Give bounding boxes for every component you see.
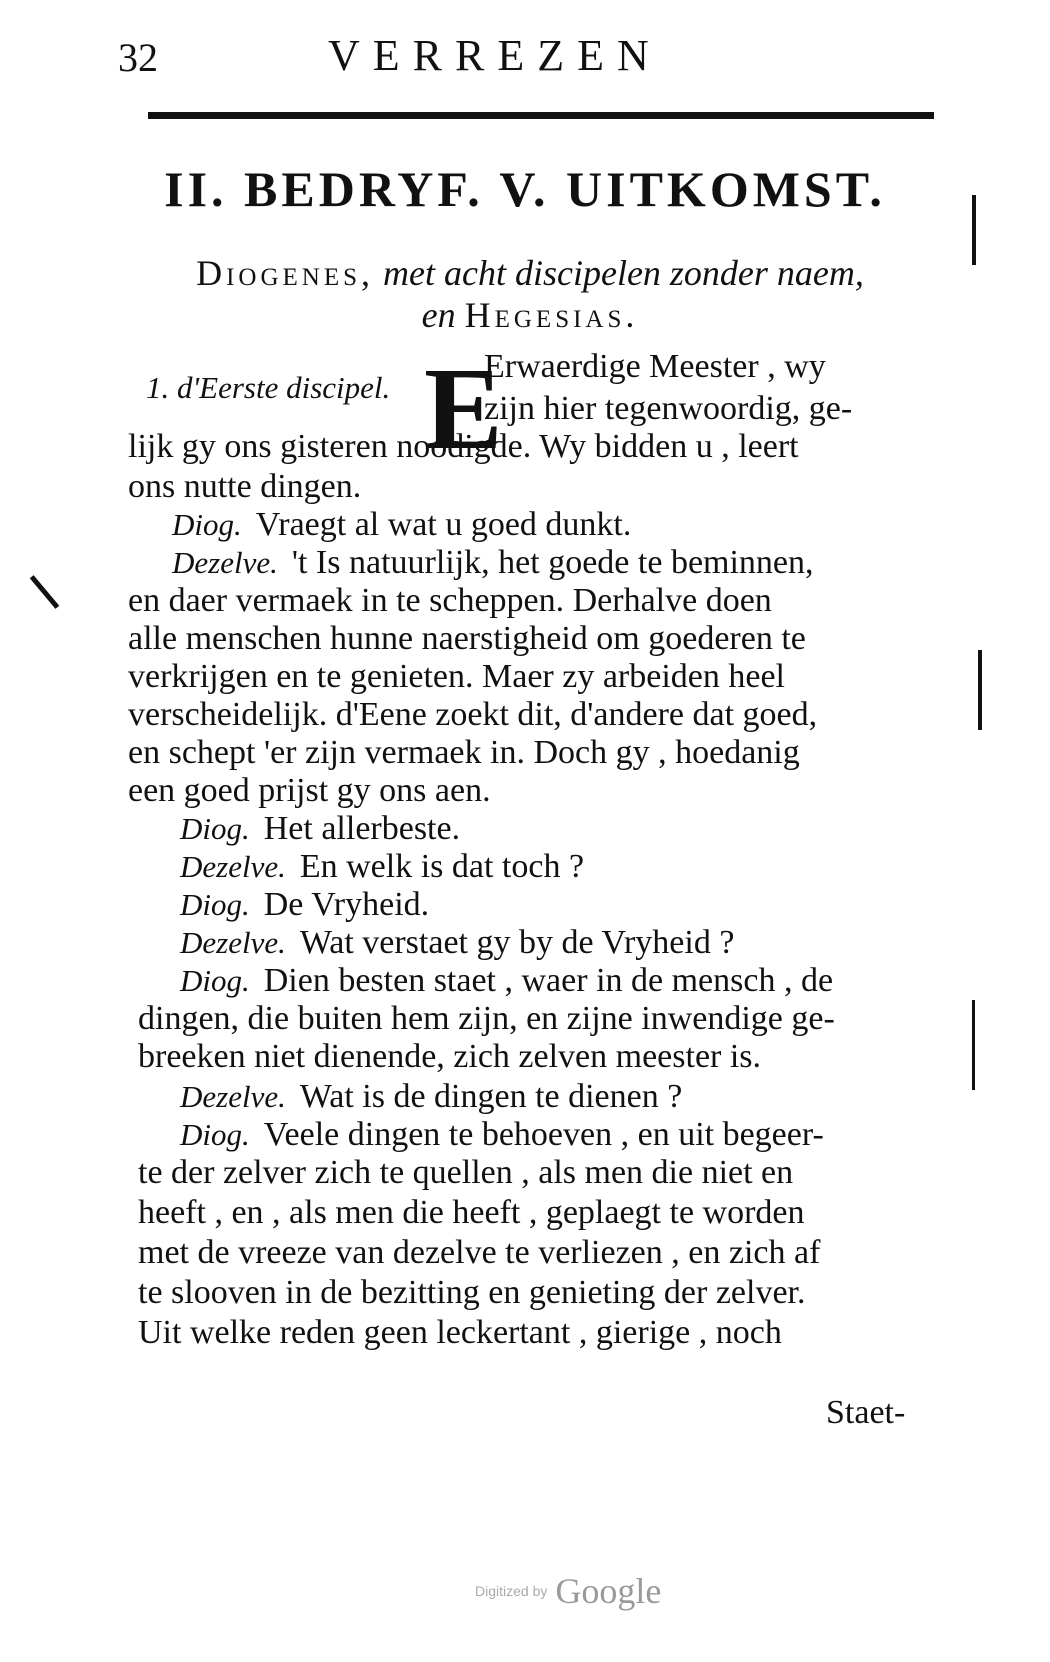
- cast-list-line-1: [140, 252, 920, 294]
- dialogue-text: Vraegt al wat u goed dunkt.: [255, 506, 632, 543]
- cast-hegesias: Hegesias.: [464, 295, 639, 335]
- text-line: ons nutte dingen.: [128, 468, 362, 505]
- dialogue-text: 't Is natuurlijk, het goede te beminnen,: [291, 544, 814, 581]
- speaker-label: Dezelve.: [180, 1079, 286, 1114]
- dialogue-text: En welk is dat toch ?: [299, 848, 585, 885]
- speaker-label: Diog.: [180, 887, 250, 922]
- text-line: alle menschen hunne naerstigheid om goederen te: [128, 620, 806, 657]
- running-title: VERREZEN: [328, 31, 662, 80]
- dialogue-text: De Vryheid.: [263, 886, 430, 923]
- cast-list-line-2: [140, 294, 920, 336]
- dialogue-line: [180, 1080, 682, 1114]
- text-line: zijn hier tegenwoordig, ge-: [484, 390, 853, 427]
- cast-description: met acht discipelen zonder naem,: [374, 253, 864, 293]
- speaker-first-disciple: 1. d'Eerste discipel.: [146, 370, 391, 405]
- cast-diogenes: Diogenes,: [196, 253, 375, 293]
- act-scene-heading: II. BEDRYF. V. UITKOMST.: [164, 161, 886, 217]
- text-line: te slooven in de bezitting en genieting der zelver.: [138, 1274, 806, 1311]
- google-logo: Google: [555, 1571, 662, 1611]
- text-line: een goed prijst gy ons aen.: [128, 772, 491, 809]
- text-line: en daer vermaek in te scheppen. Derhalve doen: [128, 582, 772, 619]
- speaker-label: Dezelve.: [180, 925, 286, 960]
- dialogue-line: [180, 964, 833, 998]
- margin-mark: [978, 650, 982, 730]
- speaker-label: Dezelve.: [172, 545, 278, 580]
- text-line: te der zelver zich te quellen , als men die niet en: [138, 1154, 794, 1191]
- dialogue-text: Het allerbeste.: [263, 810, 461, 847]
- catchword: Staet-: [826, 1394, 906, 1431]
- header-rule: [148, 112, 934, 119]
- text-line: Uit welke reden geen leckertant , gierige , noch: [138, 1314, 782, 1351]
- text-line: breeken niet dienende, zich zelven meester is.: [138, 1038, 762, 1075]
- dialogue-line: [180, 812, 460, 846]
- dialogue-text: Dien besten staet , waer in de mensch , de: [263, 962, 834, 999]
- digitized-by-label: Digitized by: [475, 1583, 548, 1599]
- drop-cap: E: [424, 343, 503, 474]
- text-line: met de vreeze van dezelve te verliezen , en zich af: [138, 1234, 821, 1271]
- text-line: lijk gy ons gisteren noodigde. Wy bidden u , leert: [128, 428, 799, 465]
- dialogue-line: [180, 850, 584, 884]
- text-line: verscheidelijk. d'Eene zoekt dit, d'andere dat goed,: [128, 696, 818, 733]
- dialogue-text: Wat verstaet gy by de Vryheid ?: [299, 924, 735, 961]
- cast-conjunction: en: [421, 295, 465, 335]
- dialogue-line: [180, 1118, 824, 1152]
- running-head: [118, 18, 898, 78]
- dialogue-text: Wat is de dingen te dienen ?: [299, 1078, 683, 1115]
- dialogue-line: [172, 546, 814, 580]
- dialogue-line: [172, 508, 631, 542]
- speaker-label: Diog.: [180, 811, 250, 846]
- dialogue-line: [180, 926, 734, 960]
- text-line: dingen, die buiten hem zijn, en zijne inwendige ge-: [138, 1000, 835, 1037]
- text-line: Erwaerdige Meester , wy: [484, 348, 826, 385]
- stray-mark: [30, 575, 60, 609]
- text-line: heeft , en , als men die heeft , geplaegt te worden: [138, 1194, 805, 1231]
- text-line: verkrijgen en te genieten. Maer zy arbeiden heel: [128, 658, 786, 695]
- page-number: 32: [118, 35, 158, 80]
- speaker-label: Diog.: [180, 1117, 250, 1152]
- text-line: en schept 'er zijn vermaek in. Doch gy , hoedanig: [128, 734, 800, 771]
- speaker-label: Diog.: [180, 963, 250, 998]
- speaker-label: Diog.: [172, 507, 242, 542]
- speaker-label: Dezelve.: [180, 849, 286, 884]
- digitized-watermark: [475, 1570, 661, 1612]
- margin-mark: [972, 1000, 975, 1090]
- margin-mark: [972, 195, 976, 265]
- dialogue-line: [180, 888, 429, 922]
- dialogue-text: Veele dingen te behoeven , en uit begeer-: [263, 1116, 824, 1153]
